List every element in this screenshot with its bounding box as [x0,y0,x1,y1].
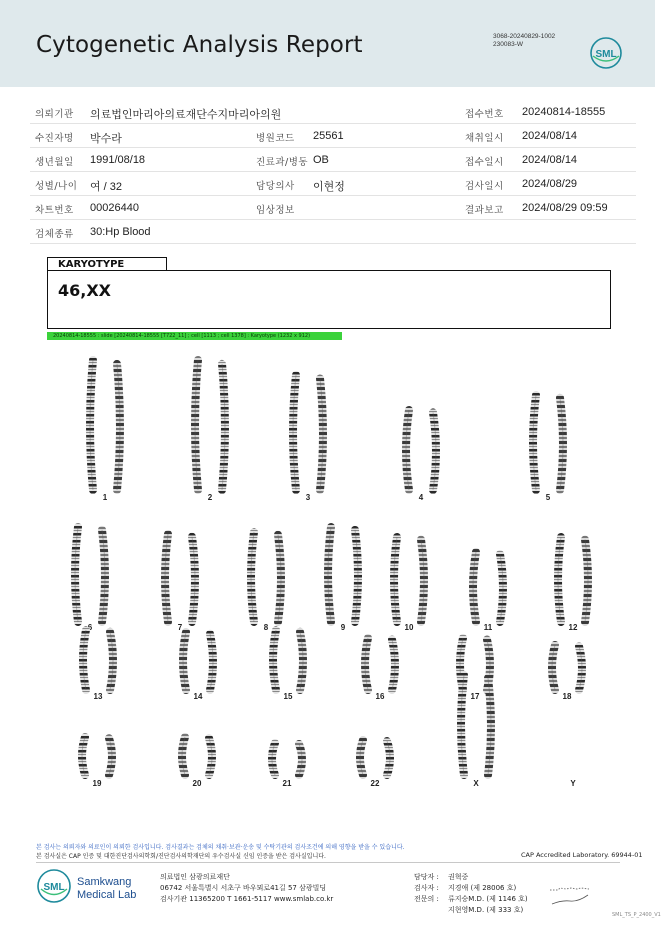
label-specimen-type: 검체종류 [35,229,74,240]
signature-image [548,880,593,910]
samkwang-logo-icon [36,868,72,904]
chromosome-label: 6 [87,623,93,632]
label-birth-date: 생년월일 [35,157,74,168]
info-row [30,100,636,124]
chromosome-label: 7 [177,623,183,632]
staff-name: 권혁중 [448,873,469,881]
label-chart-number: 차트번호 [35,205,74,216]
info-row [30,148,636,172]
karyotype-result: 46,XX [58,281,112,300]
value-department: OB [313,154,329,166]
staff-name: 지경애 (제 28006 호) [448,884,517,892]
info-row [30,220,636,244]
value-accession-number: 20240814-18555 [522,106,606,118]
value-patient-name: 박수라 [90,133,122,145]
chromosome-label: 12 [568,623,578,632]
staff-specialist [414,894,528,904]
label-hospital-code: 병원코드 [256,133,295,144]
info-row [30,196,636,220]
karyotype-result-box [47,270,611,329]
chromosome-label: 22 [370,779,380,788]
chromosome-label: 11 [483,623,493,632]
label-physician: 담당의사 [256,181,295,192]
value-specimen-type: 30:Hp Blood [90,226,151,238]
chromosome-label: 3 [305,493,311,502]
chromosome-label: 10 [404,623,414,632]
karyogram-image [0,340,655,810]
foundation-name: 의료법인 삼광의료재단 [160,873,230,881]
brand-name-line1: Samkwang [77,876,132,888]
karyotype-tab: KARYOTYPE [47,257,167,270]
label-accession-number: 접수번호 [465,109,504,120]
document-id: 3068-20240829-1002 [493,33,556,40]
chromosome-label: 5 [545,493,551,502]
label-sex-age: 성별/나이 [35,181,78,192]
sml-logo-icon [589,36,623,70]
footer-disclaimer: 본 검사는 의뢰자와 의료인이 의뢰한 검사입니다. 검사결과는 검체의 채취·보관·운송 및 수탁기관의 검사조건에 의해 영향을 받을 수 있습니다. [36,844,405,851]
chromosome-label: 2 [207,493,213,502]
staff-role: 담당자 : [414,873,439,881]
chromosome-label: 19 [92,779,102,788]
chromosome-label: 14 [193,692,203,701]
staff-role: 전문의 : [414,895,439,903]
samkwang-logo-text: SML [43,882,65,893]
value-requesting-institution: 의료법인마리아의료재단수지마리아의원 [90,109,282,121]
chromosome-label: 1 [102,493,108,502]
footer-divider [36,862,620,863]
value-collection-date: 2024/08/14 [522,130,578,142]
chromosome-label: 9 [340,623,346,632]
document-sub-id: 230083-W [493,41,523,48]
value-hospital-code: 25561 [313,130,344,142]
karyogram-caption: 20240814-18555 : slide [20240814-18555 [T722_11] ; cell [1113 ; cell 1378] : Karyotype (1232 x 912) [47,332,342,340]
value-test-date: 2024/08/29 [522,178,578,190]
patient-info-table [30,100,636,244]
report-title: Cytogenetic Analysis Report [36,32,363,58]
sml-logo-text: SML [595,49,617,60]
info-row [30,172,636,196]
staff-manager [414,872,468,882]
label-department: 진료과/병동 [256,157,309,168]
value-received-date: 2024/08/14 [522,154,578,166]
chromosome-label: 4 [418,493,424,502]
footer-accreditation-note: 본 검사실은 CAP 인증 및 대한진단검사의학회/진단검사의학재단의 우수검사실 신임 인증을 받은 검사실입니다. [36,853,326,860]
label-received-date: 접수일시 [465,157,504,168]
label-report-date: 결과보고 [465,205,504,216]
chromosome-label: 13 [93,692,103,701]
label-test-date: 검사일시 [465,181,504,192]
brand-name-line2: Medical Lab [77,889,137,901]
staff-tester [414,883,516,893]
staff-name: 류지승M.D. (제 1146 호) [448,895,528,903]
label-patient-name: 수진자명 [35,133,74,144]
address: 06742 서울특별시 서초구 바우뫼로41길 57 삼광빌딩 [160,884,327,892]
chromosome-label: 17 [470,692,480,701]
chromosome-label: 21 [282,779,292,788]
label-requesting-institution: 의뢰기관 [35,109,74,120]
chromosome-label: 15 [283,692,293,701]
cap-accreditation: CAP Accredited Laboratory. 69944-01 [521,851,643,859]
label-collection-date: 채취일시 [465,133,504,144]
info-row [30,124,636,148]
chromosome-label: 20 [192,779,202,788]
chromosome-label: 8 [263,623,269,632]
staff-name: 지현영M.D. (제 333 호) [448,906,524,914]
chromosome-label: 16 [375,692,385,701]
value-physician: 이현정 [313,181,345,193]
value-birth-date: 1991/08/18 [90,154,146,166]
contact-info: 검사기관 11365200 T 1661-5117 www.smlab.co.kr [160,895,334,903]
chromosome-label: X [473,779,479,788]
chromosome-label: Y [570,779,576,788]
value-chart-number: 00026440 [90,202,139,214]
staff-specialist-2 [414,905,523,915]
value-sex-age: 여 / 32 [90,181,123,193]
staff-role: 검사자 : [414,884,439,892]
form-code: SML_TS_P_2400_V1 [612,912,661,918]
label-clinical-info: 임상정보 [256,205,295,216]
chromosome-label: 18 [562,692,572,701]
value-report-date: 2024/08/29 09:59 [522,202,608,214]
